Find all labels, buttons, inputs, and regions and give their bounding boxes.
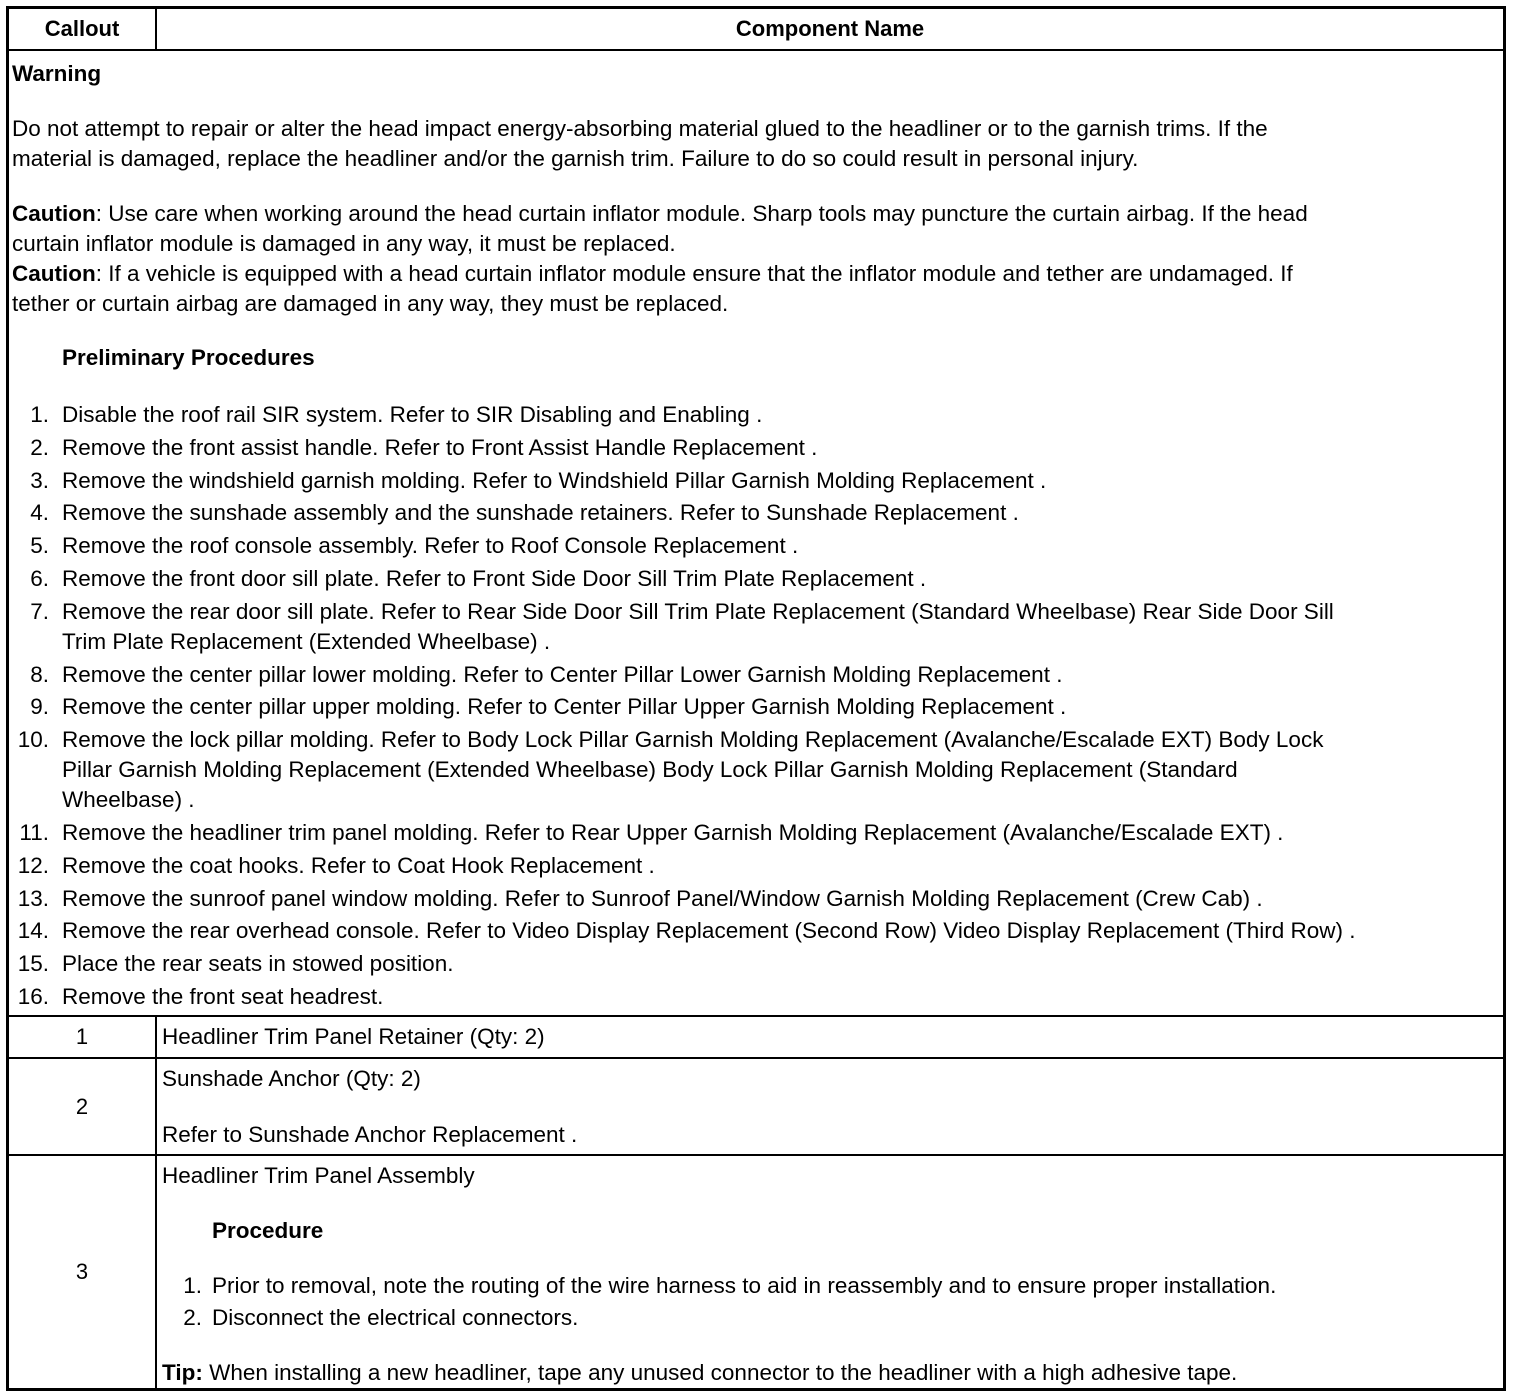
step-text: Remove the front seat headrest. (62, 984, 384, 1009)
preliminary-procedures-title: Preliminary Procedures (62, 345, 315, 370)
step-text: Remove the center pillar lower molding. Refer to Center Pillar Lower Garnish Molding Replacement . (62, 661, 1063, 687)
step-number: 6. (30, 566, 49, 591)
step-text: Remove the coat hooks. Refer to Coat Hook Replacement . (62, 852, 655, 878)
component-name: Headliner Trim Panel Assembly (162, 1163, 475, 1188)
step-text: Remove the front assist handle. Refer to Front Assist Handle Replacement . (62, 434, 818, 460)
table-header-row (9, 9, 1503, 49)
step-text: Remove the rear door sill plate. Refer to Rear Side Door Sill Trim Plate Replacement (Standard Wheelbase) Rear Side Door Sill (62, 598, 1334, 624)
step-number: 7. (30, 598, 49, 624)
step-number: 4. (30, 500, 49, 526)
procedure-title: Procedure (212, 1218, 324, 1243)
procedure-step: 2. Disconnect the electrical connectors. (183, 1305, 579, 1330)
step-number: 14. (17, 918, 49, 944)
component-table (6, 6, 1506, 1391)
step-number: 16. (17, 984, 49, 1009)
step-text: Remove the headliner trim panel molding. Refer to Rear Upper Garnish Molding Replacement (Avalanche/Escalade EXT) . (62, 820, 1284, 845)
table-row (9, 1154, 1503, 1388)
step-text: Remove the windshield garnish molding. Refer to Windshield Pillar Garnish Molding Replacement . (62, 467, 1047, 493)
step-number: 10. (17, 727, 49, 753)
component-note: Refer to Sunshade Anchor Replacement . (162, 1122, 578, 1147)
step-text: Trim Plate Replacement (Extended Wheelbase) . (62, 628, 551, 654)
table-row (9, 1057, 1503, 1154)
callout-number: 3 (9, 1156, 157, 1388)
step-number: 2. (30, 434, 49, 460)
callout-number: 1 (9, 1017, 157, 1057)
step-number: 15. (17, 951, 49, 977)
step-number: 8. (30, 661, 49, 687)
step-number: 12. (17, 852, 49, 878)
step-text: Remove the sunroof panel window molding. Refer to Sunroof Panel/Window Garnish Molding Replacement (Crew Cab) . (62, 885, 1263, 911)
step-number: 11. (19, 820, 49, 845)
callout-number: 2 (9, 1059, 157, 1154)
tip-line: Tip: When installing a new headliner, tape any unused connector to the headliner with a high adhesive tape. (162, 1360, 1238, 1385)
step-text: Remove the front door sill plate. Refer to Front Side Door Sill Trim Plate Replacement . (62, 566, 927, 591)
procedure-step: 1. Prior to removal, note the routing of the wire harness to aid in reassembly and to ensure proper installation. (183, 1273, 1277, 1298)
step-text: Remove the lock pillar molding. Refer to Body Lock Pillar Garnish Molding Replacement (Avalanche/Escalade EXT) Body Lock (62, 727, 1324, 753)
component-name: Sunshade Anchor (Qty: 2) (162, 1066, 421, 1091)
caution-1-line-2: curtain inflator module is damaged in any way, it must be replaced. (12, 231, 676, 256)
step-number: 3. (30, 467, 49, 493)
step-text: Remove the center pillar upper molding. Refer to Center Pillar Upper Garnish Molding Replacement . (62, 694, 1067, 720)
step-text: Remove the roof console assembly. Refer to Roof Console Replacement . (62, 533, 799, 559)
caution-2-line-2: tether or curtain airbag are damaged in any way, they must be replaced. (12, 291, 729, 316)
table-row (9, 1015, 1503, 1057)
warning-title: Warning (12, 61, 102, 86)
step-text: Pillar Garnish Molding Replacement (Extended Wheelbase) Body Lock Pillar Garnish Molding Replacement (Standard (62, 757, 1238, 783)
header-callout: Callout (9, 9, 157, 49)
step-number: 13. (17, 885, 49, 911)
step-number: 1. (30, 402, 49, 427)
step-text: Remove the sunshade assembly and the sunshade retainers. Refer to Sunshade Replacement . (62, 500, 1019, 526)
warning-line-1: Do not attempt to repair or alter the head impact energy-absorbing material glued to the headliner or to the garnish trims. If the (12, 116, 1268, 141)
component-name: Headliner Trim Panel Retainer (Qty: 2) (162, 1024, 545, 1049)
step-text: Disable the roof rail SIR system. Refer to SIR Disabling and Enabling . (62, 402, 763, 427)
step-text: Wheelbase) . (62, 787, 195, 813)
header-component-name: Component Name (735, 16, 925, 41)
caution-1-line-1: Caution: Use care when working around the head curtain inflator module. Sharp tools may puncture the curtain airbag. If the head (12, 201, 1308, 226)
step-text: Place the rear seats in stowed position. (62, 951, 454, 977)
caution-2-line-1: Caution: If a vehicle is equipped with a head curtain inflator module ensure that the inflator module and tether are undamaged. If (12, 261, 1293, 286)
warning-line-2: material is damaged, replace the headliner and/or the garnish trim. Failure to do so could result in personal injury. (12, 146, 1139, 171)
step-number: 5. (30, 533, 49, 559)
step-text: Remove the rear overhead console. Refer to Video Display Replacement (Second Row) Video Display Replacement (Third Row) . (62, 918, 1356, 944)
step-number: 9. (30, 694, 49, 720)
preamble-row (9, 49, 1503, 1015)
